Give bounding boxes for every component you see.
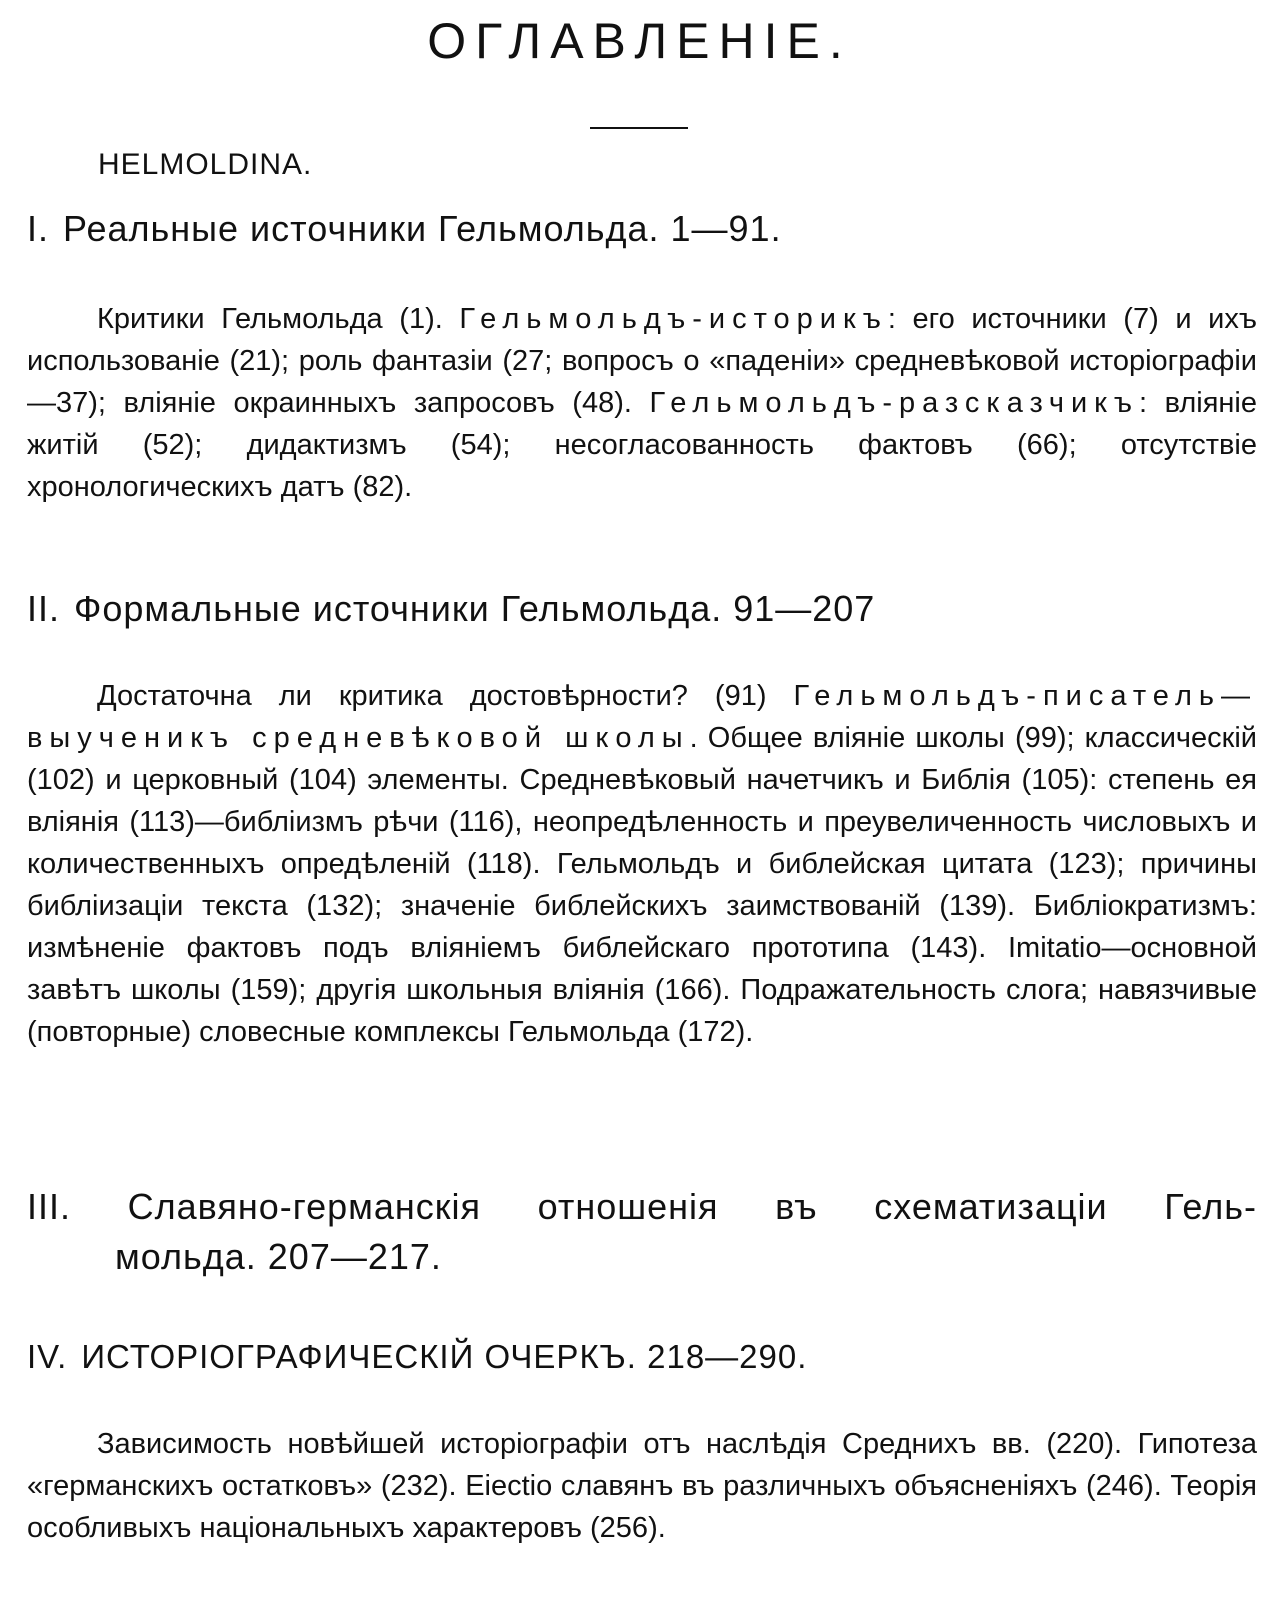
section-3-word: схематизаціи <box>874 1186 1108 1227</box>
section-1-text: Критики Гельмольда (1). <box>97 303 460 335</box>
section-2-text: Достаточна ли критика достовѣрности? (91) <box>97 680 794 712</box>
section-1-number: I. <box>27 208 50 249</box>
section-2-heading <box>27 588 1257 630</box>
section-1-heading <box>27 208 1257 250</box>
section-1-text: : его источники (7) и ихъ использованіе (21); роль фантазіи (27; вопросъ о «паденіи» средневѣковой исторіографіи—37); вліяніе окраинныхъ запросовъ (48). <box>27 303 1257 419</box>
page-title: ОГЛАВЛЕНІЕ. <box>427 13 852 69</box>
section-4-number: IV. <box>27 1338 68 1375</box>
section-3-word: отношенія <box>537 1186 719 1227</box>
book-part-title: HELMOLDINA. <box>98 148 313 181</box>
section-4-body <box>27 1423 1257 1549</box>
section-1-body <box>27 298 1257 508</box>
section-1-spaced-term: Гельмольдъ-разсказчикъ <box>649 387 1139 419</box>
section-3-word: въ <box>775 1186 818 1227</box>
section-2-spaced-term: Гельмольдъ-писатель—выученикъ средневѣковой школы <box>27 680 1257 754</box>
section-1-title: Реальные источники Гельмольда. 1—91. <box>63 208 782 249</box>
section-4-title: ИСТОРІОГРАФИЧЕСКІЙ ОЧЕРКЪ. 218—290. <box>81 1338 808 1375</box>
section-2-number: II. <box>27 588 61 629</box>
section-4-text: Зависимость новѣйшей исторіографіи отъ наслѣдія Среднихъ вв. (220). Гипотеза «германскихъ остатковъ» (232). Eiectio славянъ въ различныхъ объясненіяхъ (246). Теорія особливыхъ національныхъ характеровъ (256). <box>27 1428 1257 1544</box>
section-3-word: Славяно-германскія <box>127 1186 482 1227</box>
title-divider <box>590 127 688 129</box>
section-4-heading <box>27 1338 1257 1376</box>
section-3-word: Гель- <box>1164 1186 1257 1227</box>
section-3-heading-line-1 <box>27 1186 1257 1228</box>
section-2-text: . Общее вліяніе школы (99); классическій (102) и церковный (104) элементы. Средневѣковый начетчикъ и Библія (105): степень ея вліянія (113)—библіизмъ рѣчи (116), неопредѣленность и преувеличенность числовыхъ и количественныхъ опредѣленій (118). Гельмольдъ и библейская цитата (123); причины библіизаціи текста (132); значеніе библейскихъ заимствованій (139). Библіократизмъ: измѣненіе фактовъ подъ вліяніемъ библейскаго прототипа (143). Imitatio—основной завѣтъ школы (159); другія школьныя вліянія (166). Подражательность слога; навязчивые (повторные) словесные комплексы Гельмольда (172). <box>27 722 1257 1048</box>
section-1-text: : вліяніе житій (52); дидактизмъ (54); несогласованность фактовъ (66); отсутствіе хронологическихъ датъ (82). <box>27 387 1257 503</box>
section-2-title: Формальные источники Гельмольда. 91—207 <box>74 588 876 629</box>
section-3-number: III. <box>27 1186 72 1227</box>
section-2-body <box>27 675 1257 1053</box>
section-3-heading <box>27 1186 1257 1278</box>
section-3-heading-line-2: мольда. 207—217. <box>115 1236 442 1277</box>
section-1-spaced-term: Гельмольдъ-историкъ <box>459 303 888 335</box>
